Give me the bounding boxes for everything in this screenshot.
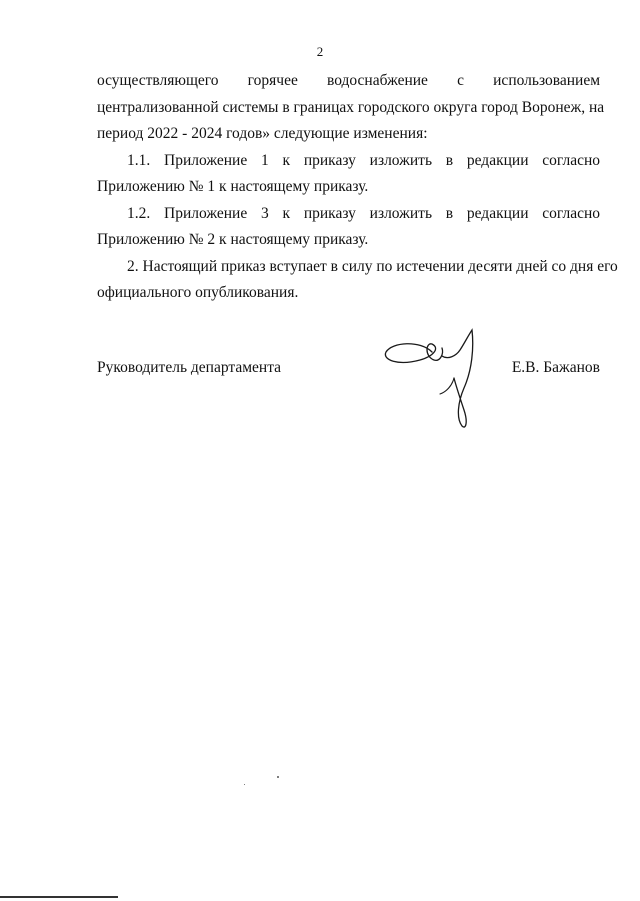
word: горячее [247, 72, 298, 89]
paragraph-2-line-1: 1.1. Приложение 1 к приказу изложить в редакции согласно [127, 151, 600, 169]
paragraph-1-line-3: период 2022 - 2024 годов» следующие изменения: [97, 125, 428, 142]
paragraph-2-line-2: Приложению № 1 к настоящему приказу. [97, 178, 369, 195]
paragraph-3-line-1: 1.2. Приложение 3 к приказу изложить в редакции согласно [127, 204, 600, 222]
paragraph-1-line-1 [97, 68, 600, 95]
handwritten-signature [380, 326, 490, 432]
word: использованием [493, 72, 601, 89]
page-number: 2 [316, 44, 324, 59]
paragraph-3-line-2: Приложению № 2 к настоящему приказу. [97, 231, 369, 248]
word: с [457, 72, 464, 89]
signer-name: Е.В. Бажанов [511, 359, 600, 376]
scan-speck [244, 784, 245, 785]
scan-speck [277, 776, 279, 778]
document-body [97, 68, 618, 307]
paragraph-4-line-1: 2. Настоящий приказ вступает в силу по истечении десяти дней со дня его [127, 257, 618, 275]
paragraph-4-line-2: официального опубликования. [97, 284, 299, 301]
paragraph-1-line-2: централизованной системы в границах городского округа город Воронеж, на [97, 98, 605, 116]
word: осуществляющего [97, 72, 219, 89]
word: водоснабжение [326, 72, 428, 89]
signer-position: Руководитель департамента [97, 359, 282, 376]
scan-edge-line [0, 896, 118, 898]
